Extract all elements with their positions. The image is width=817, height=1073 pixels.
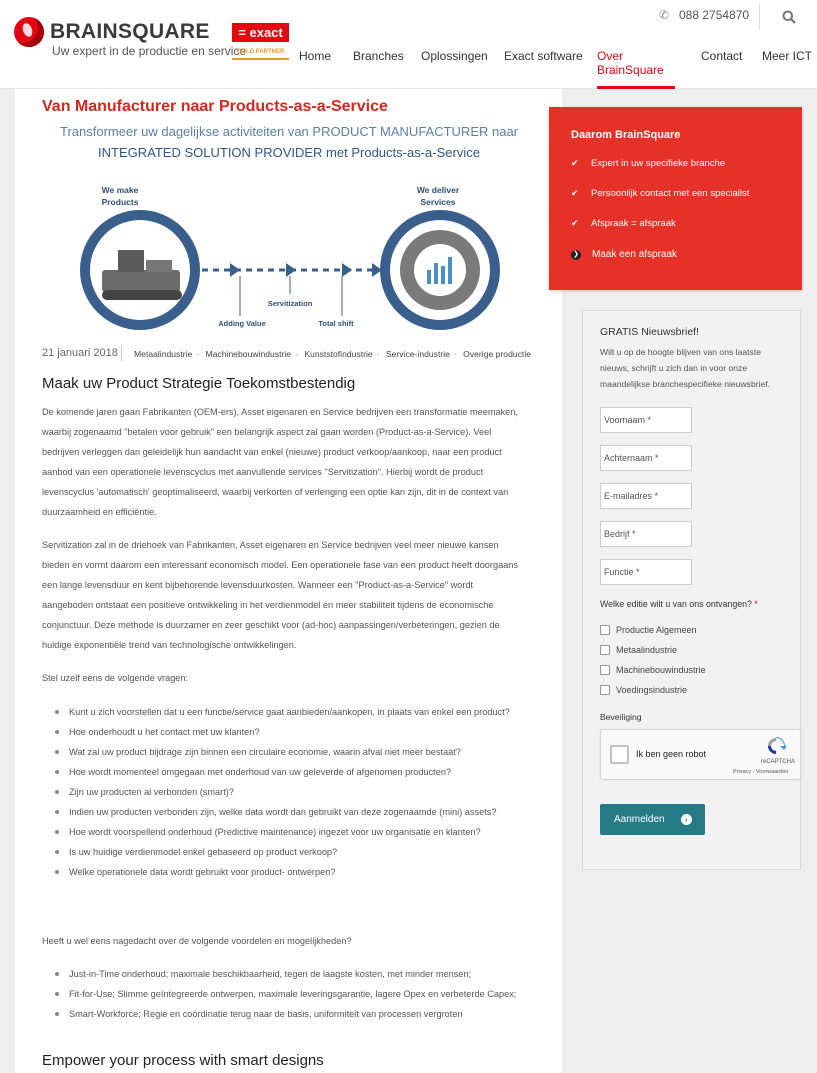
recaptcha-checkbox[interactable] [610,745,629,764]
advantages-list [55,964,525,1024]
list-item: Zijn uw producten al verbonden (smart)? [55,782,525,802]
check-icon: ✔ [571,158,579,168]
page-gutter [0,89,15,1073]
post-categories: Metaalindustrie - Machinebouwindustrie - Kunststofindustrie - Service-industrie - Overige productie [134,349,532,359]
why-item: ✔ Persoonlijk contact met een specialist [571,188,750,199]
nav-branches[interactable]: Branches [353,49,404,63]
checkbox[interactable] [600,625,610,635]
questions-list [55,702,525,882]
category-link[interactable]: Kunststofindustrie [304,349,373,359]
list-item: Hoe wordt voorspellend onderhoud (Predictive maintenance) ingezet voor uw organisatie en klanten? [55,822,525,842]
list-item: Is uw huidige verdienmodel enkel gebaseerd op product verkoop? [55,842,525,862]
recaptcha-label: Ik ben geen robot [636,749,707,759]
exact-logo-text: = exact [232,23,289,42]
lastname-field[interactable] [600,445,692,471]
brand-tagline: Uw expert in de productie en service [52,44,247,58]
newsletter-description: Wilt u op de hoogte blijven van ons laatste nieuws, schrijft u zich dan in voor onze maandelijkse branchespecifieke nieuwsbrief. [600,347,771,389]
list-item: Indien uw producten verbonden zijn, welke data wordt dan gebruikt van deze zogenaamde (mini) assets? [55,802,525,822]
recaptcha-widget [600,729,801,780]
firstname-field[interactable] [600,407,692,433]
recaptcha-terms[interactable]: Privacy - Voorwaarden [733,769,789,775]
brainsquare-logo-icon[interactable] [14,17,44,47]
function-field[interactable] [600,559,692,585]
nav-exact-software[interactable]: Exact software [504,49,583,63]
hero-headline-1: Transformeer uw dagelijkse activiteiten van PRODUCT MANUFACTURER naar [59,124,519,139]
hero-left-label-2: Products [101,197,139,207]
hero-headline-2: INTEGRATED SOLUTION PROVIDER met Products-as-a-Service [98,145,480,160]
category-link[interactable]: Overige productie [463,349,532,359]
header-divider [759,4,760,30]
check-icon: ✔ [571,188,579,198]
list-item: Welke operationele data wordt gebruikt voor product- ontwerpen? [55,862,525,882]
category-link[interactable]: Machinebouwindustrie [205,349,292,359]
newsletter-form [582,310,801,870]
hero-left-label-1: We make [101,185,139,195]
nav-contact[interactable]: Contact [701,49,743,63]
list-item: Kunt u zich voorstellen dat u een functie/service gaat aanbieden/aankopen, in plaats van enkel een product? [55,702,525,722]
paragraph-3: Stel uzelf eens de volgende vragen: [42,673,189,683]
hero-step-1: Adding Value [218,319,266,328]
checkbox[interactable] [600,645,610,655]
category-link[interactable]: Metaalindustrie [134,349,193,359]
newsletter-title: GRATIS Nieuwsbrief! [600,326,699,338]
recaptcha-brand: reCAPTCHA [760,759,795,765]
search-icon[interactable] [782,10,796,24]
recaptcha-icon [765,736,787,756]
list-item: Hoe wordt momenteel omgegaan met onderhoud van uw geleverde of afgenomen producten? [55,762,525,782]
gold-partner-badge: GOLD PARTNER [232,49,289,60]
gear-icon [380,210,500,330]
paragraph-1: De komende jaren gaan Fabrikanten (OEM-ers), Asset eigenaren en Service bedrijven een transformatie meemaken, waarbij zogenaamd "betalen voor gebruik" een belangrijk aspect zal gaan worden (Product-as-a-Service). Veel bedrijven verleggen dan geleidelijk hun aandacht van enkel (nieuwe) product verkoop/aankoop, naar een product aanbod van een operationele levenscyclus met aanvullende services "Servitization". Hierbij wordt de product levenscyclus 'automatisch' geoptimaliseerd, waarbij verkorten of verlenging een optie kan zijn, dit in de context van duurzaamheid en efficiëntie. [42,407,518,517]
meta-divider [121,345,122,361]
phone-icon: ✆ [659,8,670,22]
subscribe-button[interactable]: Aanmelden › [600,804,705,835]
list-item: Wat zal uw product bijdrage zijn binnen een circulaire economie, waarin afval niet meer bestaat? [55,742,525,762]
make-appointment-link[interactable]: ❯ Maak een afspraak [571,249,677,260]
list-item: Smart-Workforce; Regie en coördinatie terug naar de basis, uniformiteit van processen vergroten [55,1004,525,1024]
checkbox[interactable] [600,685,610,695]
nav-home[interactable]: Home [299,49,332,63]
list-item: Just-in-Time onderhoud; maximale beschikbaarheid, tegen de laagste kosten, met minder mensen; [55,964,525,984]
why-item: ✔ Afspraak = afspraak [571,218,676,229]
hero-right-label-2: Services [420,197,456,207]
why-title: Daarom BrainSquare [571,129,681,141]
edition-question: Welke editie wilt u van ons ontvangen? * [600,599,758,609]
arrow-right-icon: › [681,814,692,825]
email-field[interactable] [600,483,692,509]
post-date: 21 januari 2018 [42,347,118,359]
why-brainsquare-box [549,107,802,290]
company-field[interactable] [600,521,692,547]
nav-oplossingen[interactable]: Oplossingen [421,49,488,63]
edition-checkbox[interactable]: Machinebouwindustrie [600,665,706,675]
hero-step-3: Total shift [318,319,354,328]
post-title: Van Manufacturer naar Products-as-a-Service [42,98,388,115]
hero-step-2: Servitization [267,299,313,308]
brand-name[interactable]: BRAINSQUARE [50,20,210,43]
list-item: Hoe onderhoudt u het contact met uw klanten? [55,722,525,742]
hero-right-label-1: We deliver [416,185,460,195]
edition-checkbox[interactable]: Voedingsindustrie [600,685,687,695]
nav-meer-ict[interactable]: Meer ICT [762,49,813,63]
section-heading-2: Empower your process with smart designs [42,1052,324,1069]
security-label: Beveiliging [600,712,642,722]
hero-diagram [42,120,537,335]
section-heading: Maak uw Product Strategie Toekomstbestendig [42,375,356,392]
why-item: ✔ Expert in uw specifieke branche [571,158,726,169]
site-header [0,0,817,89]
nav-over-brainsquare[interactable]: Over BrainSquare [597,49,675,89]
check-icon: ✔ [571,218,579,228]
edition-checkbox[interactable]: Metaalindustrie [600,645,677,655]
category-link[interactable]: Service-industrie [385,349,450,359]
list-item: Fit-for-Use; Slimme geïntegreerde ontwerpen, maximale leveringsgarantie, lagere Opex en verbeterde Capex; [55,984,525,1004]
main-nav [0,49,817,89]
checkbox[interactable] [600,665,610,675]
edition-checkbox[interactable]: Productie Algemeen [600,625,697,635]
tractor-icon [80,210,200,330]
paragraph-2: Servitization zal in de driehoek van Fabrikanten, Asset eigenaren en Service bedrijven veel meer nieuwe kansen bieden en vormt daarom een interessant economisch model. Een operationele fase van een product heeft doorgaans een lange levensduur en kent bijbehorende levensduurkosten. Wanneer een "Product-as-a-Service" wordt aangeboden ontstaat een positieve ontwikkeling in het verdienmodel en meer stabiliteit tijdens de economische conjunctuur. Deze methode is duurzamer en zeer geschikt voor (ad-hoc) aanpassingen/verbeteringen, gezien de huidige exponentiële trend van technologische ontwikkelingen. [42,540,519,650]
advantages-intro: Heeft u wel eens nagedacht over de volgende voordelen en mogelijkheden? [42,936,352,946]
phone-number[interactable]: ✆ 088 2754870 [659,8,750,22]
arrow-right-icon: ❯ [571,250,581,260]
